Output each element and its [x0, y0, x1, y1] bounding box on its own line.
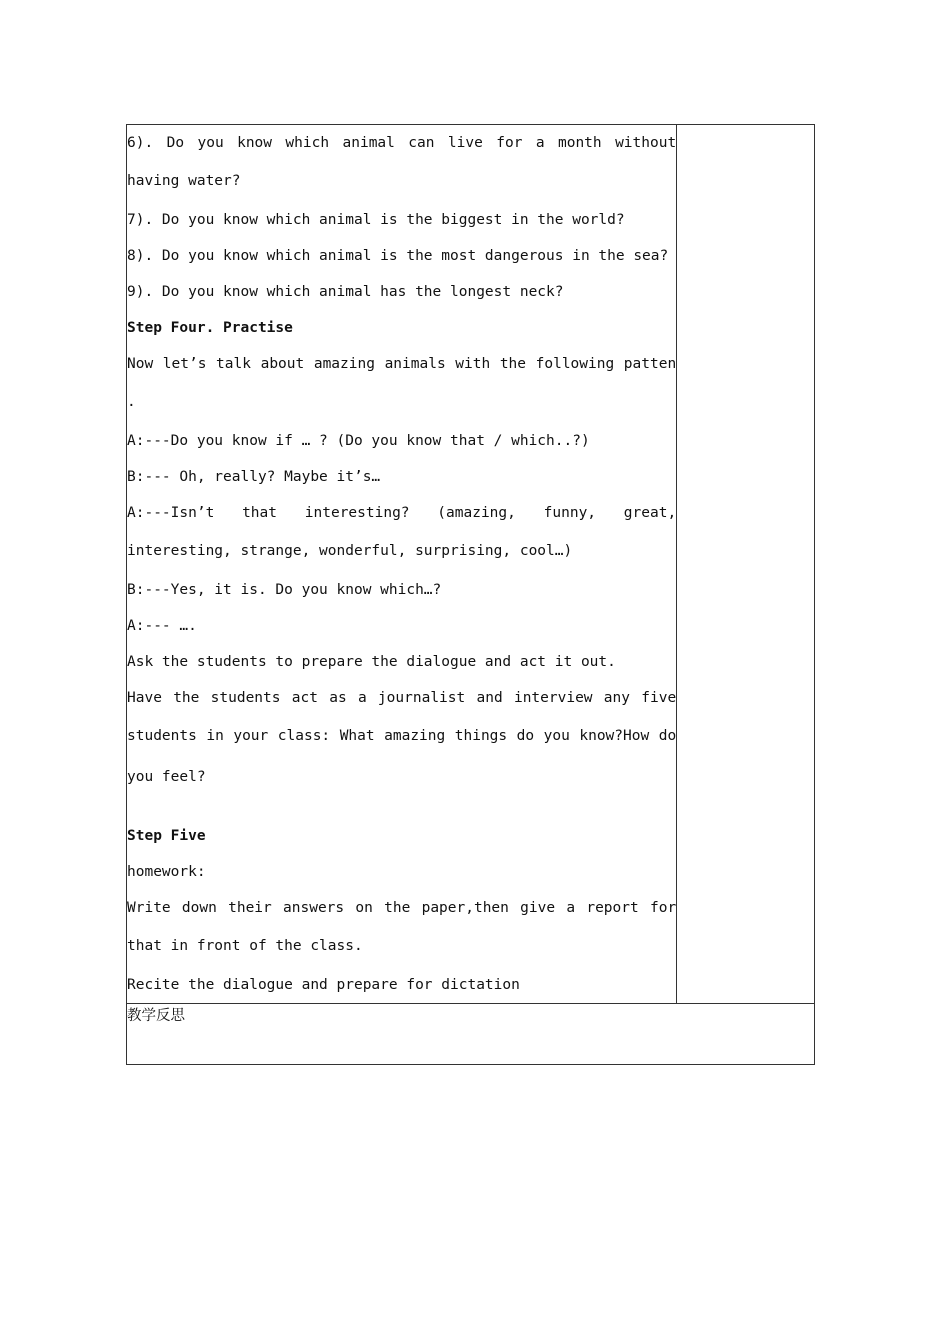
reflection-row	[127, 1004, 815, 1065]
text-line: 8). Do you know which animal is the most dangerous in the sea?	[127, 248, 669, 264]
text-line: 6). Do you know which animal can live for a month without	[127, 135, 677, 151]
section-heading: Step Four. Practise	[127, 320, 293, 336]
text-line: B:---Yes, it is. Do you know which…?	[127, 582, 442, 598]
text-line: .	[127, 394, 136, 410]
text-line: A:---Isn’t that interesting? (amazing, funny, great,	[127, 505, 677, 521]
text-line: you feel?	[127, 769, 206, 785]
lesson-plan-table	[126, 124, 815, 1065]
text-line: B:--- Oh, really? Maybe it’s…	[127, 469, 381, 485]
text-line: Recite the dialogue and prepare for dictation	[127, 977, 520, 993]
text-line: students in your class: What amazing things do you know?How do	[127, 728, 677, 744]
text-line: A:---Do you know if … ? (Do you know that / which..?)	[127, 433, 590, 449]
content-row	[127, 125, 815, 1004]
text-line: 9). Do you know which animal has the longest neck?	[127, 284, 564, 300]
text-line: homework:	[127, 864, 206, 880]
lesson-text-block	[127, 125, 676, 1003]
text-line: A:--- ….	[127, 618, 197, 634]
text-line: Write down their answers on the paper,then give a report for	[127, 900, 677, 916]
lesson-content-cell	[127, 125, 677, 1004]
text-line: Ask the students to prepare the dialogue and act it out.	[127, 654, 616, 670]
text-line: Have the students act as a journalist and interview any five	[127, 690, 677, 706]
text-line: 7). Do you know which animal is the biggest in the world?	[127, 212, 625, 228]
section-heading: Step Five	[127, 828, 206, 844]
notes-cell	[677, 125, 815, 1004]
reflection-cell	[127, 1004, 815, 1065]
reflection-label: 教学反思	[127, 1008, 185, 1024]
text-line: Now let’s talk about amazing animals with the following patten	[127, 356, 677, 372]
text-line: interesting, strange, wonderful, surprising, cool…)	[127, 543, 573, 559]
text-line: that in front of the class.	[127, 938, 363, 954]
text-line	[127, 798, 676, 818]
text-line: having water?	[127, 173, 241, 189]
